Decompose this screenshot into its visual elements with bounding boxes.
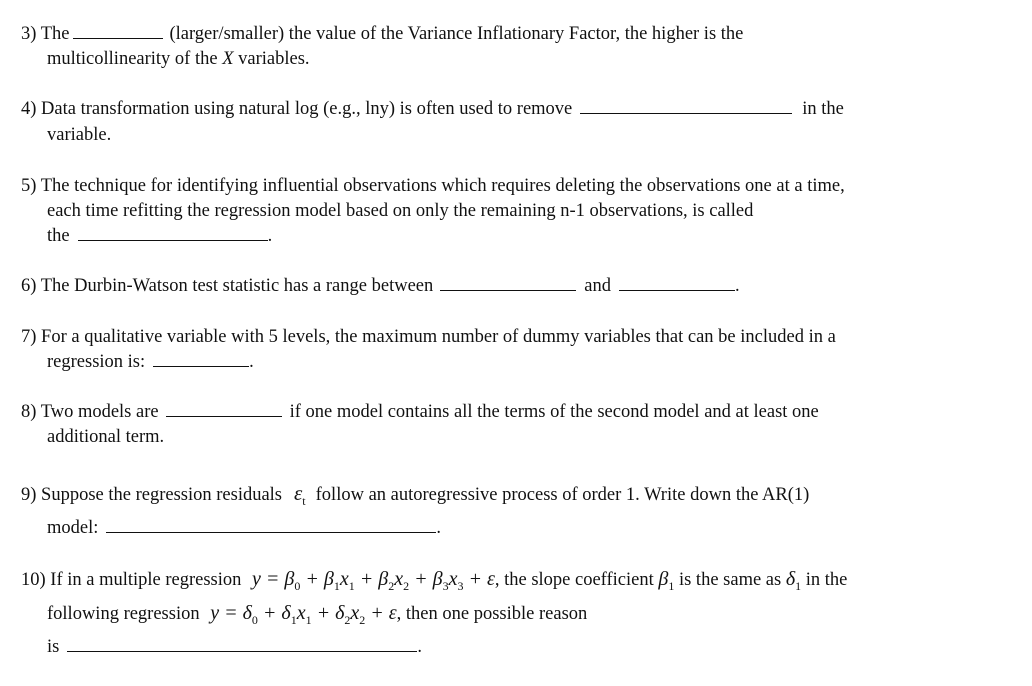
q3-text: (larger/smaller) the value of the Variance Inflationary Factor, the higher is the	[169, 24, 744, 44]
question-10-line-3: is .	[47, 637, 422, 657]
question-6-line-1: 6) The Durbin-Watson test statistic has a range between and .	[21, 276, 740, 296]
q7-answer-blank[interactable]	[153, 351, 249, 367]
q6-answer-blank-high[interactable]	[619, 275, 735, 291]
question-9-line-2: model: .	[47, 518, 442, 538]
q8-answer-blank[interactable]	[166, 401, 282, 417]
q3-x-variable: X	[222, 49, 234, 69]
question-8-line-1: 8) Two models are if one model contains all the terms of the second model and at least one	[21, 402, 819, 422]
regression-equation-2: $y = \delta_0 + \delta_1x_1 + \delta_2x_2 + \varepsilon$	[210, 602, 397, 627]
q6-answer-blank-low[interactable]	[440, 275, 576, 291]
q9-answer-blank[interactable]	[106, 517, 436, 533]
question-10-line-2: following regression $y = \delta_0 + \delta_1x_1 + \delta_2x_2 + \varepsilon$, then one possible reason	[47, 602, 588, 627]
question-3-line-2: multicollinearity of the X variables.	[47, 49, 310, 69]
regression-equation-1: $y = \beta_0 + \beta_1x_1 + \beta_2x_2 + \beta_3x_3 + \varepsilon$	[252, 568, 495, 593]
q3-answer-blank[interactable]	[73, 23, 163, 39]
question-7-line-2: regression is: .	[47, 352, 254, 372]
question-10-line-1: 10) If in a multiple regression $y = \beta_0 + \beta_1x_1 + \beta_2x_2 + \beta_3x_3 + \varepsilon$, the slope coefficient $\beta_1$ is the same as $\delta_1$ in the	[21, 568, 848, 593]
epsilon-t-symbol: $\varepsilon_t$	[294, 481, 306, 509]
q10-answer-blank[interactable]	[67, 636, 417, 652]
q4-answer-blank[interactable]	[580, 98, 792, 114]
question-5-line-1: 5) The technique for identifying influential observations which requires deleting the observations one at a time,	[21, 176, 845, 196]
q3-prefix: 3) The	[21, 24, 70, 44]
beta-1-symbol: $\beta_1$	[658, 568, 675, 593]
question-4-line-1: 4) Data transformation using natural log (e.g., lny) is often used to remove in the	[21, 99, 844, 119]
question-3-line-1	[21, 23, 743, 45]
question-4-line-2: variable.	[47, 125, 112, 145]
delta-1-symbol: $\delta_1$	[785, 568, 802, 593]
q5-answer-blank[interactable]	[78, 225, 268, 241]
question-7-line-1: 7) For a qualitative variable with 5 levels, the maximum number of dummy variables that can be included in a	[21, 327, 836, 347]
question-5-line-3: the .	[47, 226, 273, 246]
question-5-line-2: each time refitting the regression model based on only the remaining n-1 observations, is called	[47, 201, 754, 221]
question-9-line-1: 9) Suppose the regression residuals $\varepsilon_t$ follow an autoregressive process of order 1. Write down the AR(1)	[21, 481, 810, 509]
question-8-line-2: additional term.	[47, 427, 165, 447]
